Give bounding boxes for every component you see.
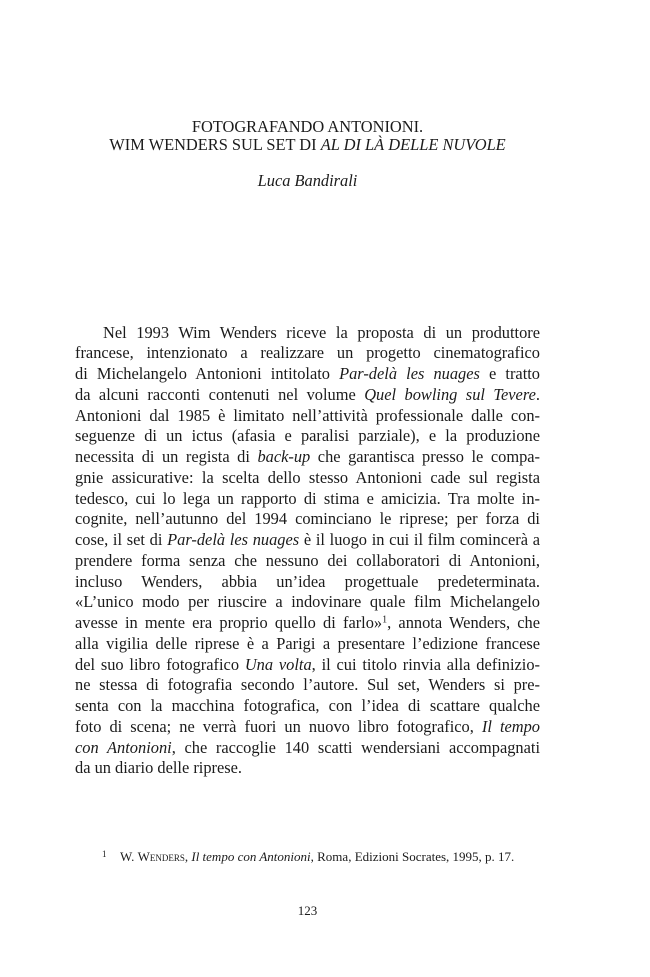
- footnote: 1 W. Wenders, Il tempo con Antonioni, Roma, Edizioni Socrates, 1995, p. 17.: [102, 848, 515, 864]
- text-run: cognite, nell’autunno del 1994 cominciano le riprese; per forza di: [75, 509, 540, 529]
- body-line: [75, 343, 540, 364]
- text-run: da un diario delle riprese.: [75, 758, 243, 778]
- text-run: .: [535, 384, 540, 404]
- body-line: [75, 551, 540, 572]
- body-line: [75, 385, 540, 406]
- footnote-separator: ,: [184, 848, 192, 864]
- page-number: 123: [297, 903, 318, 918]
- body-line: [75, 758, 540, 779]
- text-run: avesse in mente era proprio quello di farlo»: [75, 613, 383, 632]
- body-line: [75, 406, 540, 427]
- chapter-title-line-2: [75, 136, 540, 154]
- body-line: [75, 489, 540, 510]
- body-line: [75, 468, 540, 489]
- film-title-italic: Par-delà les nuages: [339, 364, 480, 383]
- chapter-heading: [75, 118, 540, 154]
- text-run: senta con la macchina fotografica, con l’idea di scattare qualche: [75, 696, 540, 715]
- text-run: del suo libro fotografico: [75, 654, 245, 674]
- film-title: AL DI LÀ DELLE NUVOLE: [320, 135, 506, 154]
- text-run: prendere forma senza che nessuno dei collaboratori di Antonioni,: [75, 550, 540, 570]
- text-run: «L’unico modo per riuscire a indovinare quale film Michelangelo: [75, 592, 540, 612]
- text-run: che garantisca presso le compa-: [310, 447, 540, 466]
- book-title-italic: Il tempo: [481, 716, 540, 736]
- body-line: [75, 447, 540, 468]
- text-run: cose, il set di: [75, 530, 168, 549]
- body-line: [75, 426, 540, 447]
- text-run: di Michelangelo Antonioni intitolato: [75, 364, 340, 383]
- text-run: Antonioni dal 1985 è limitato nell’attività professionale dalle con-: [75, 405, 540, 425]
- body-paragraph: [75, 323, 540, 780]
- body-line: [75, 613, 540, 634]
- text-run: Nel 1993 Wim Wenders riceve la proposta di un produttore: [103, 322, 540, 342]
- footnote-book-title: Il tempo con Antonioni: [191, 848, 311, 864]
- body-line: [75, 738, 540, 759]
- footnote-publication: , Roma, Edizioni Socrates, 1995, p. 17.: [310, 848, 515, 864]
- text-run: , il cui titolo rinvia alla definizio-: [311, 654, 540, 674]
- film-title-italic: Par-delà les nuages: [167, 530, 300, 549]
- text-run: ne stessa di fotografia secondo l’autore. Sul set, Wenders si pre-: [75, 675, 540, 695]
- term-italic: back-up: [257, 447, 311, 466]
- body-line: [75, 634, 540, 655]
- text-run: foto di scena; ne verrà fuori un nuovo libro fotografico,: [75, 716, 482, 736]
- text-run: , annota Wenders, che: [387, 613, 541, 632]
- book-title-italic: Quel bowling sul Tevere: [364, 384, 536, 404]
- text-run: tedesco, cui lo lega un rapporto di stima e amicizia. Tra molte in-: [75, 488, 540, 508]
- chapter-title-line-1: FOTOGRAFANDO ANTONIONI.: [191, 117, 424, 136]
- chapter-title-text: WIM WENDERS SUL SET DI: [109, 135, 321, 154]
- text-run: incluso Wenders, abbia un’idea progettuale predeterminata.: [75, 571, 540, 591]
- text-run: gnie assicurative: la scelta dello stesso Antonioni cade sul regista: [75, 467, 540, 487]
- body-line: [75, 655, 540, 676]
- body-line: [75, 592, 540, 613]
- text-run: è il luogo in cui il film comincerà a: [299, 530, 540, 549]
- body-line: [75, 530, 540, 551]
- text-run: seguenze di un ictus (afasia e paralisi parziale), e la produzione: [75, 426, 540, 446]
- body-line: [75, 675, 540, 696]
- text-run: francese, intenzionato a realizzare un progetto cinematografico: [75, 343, 540, 363]
- text-run: necessita di un regista di: [75, 447, 258, 466]
- text-run: da alcuni racconti contenuti nel volume: [75, 384, 365, 404]
- text-run: , che raccoglie 140 scatti wendersiani accompagnati: [171, 737, 540, 757]
- book-title-italic: Una volta: [244, 654, 312, 674]
- footnote-author-initial: W.: [120, 848, 138, 864]
- text-run: e tratto: [479, 364, 541, 383]
- body-line: [75, 509, 540, 530]
- body-line: [75, 717, 540, 738]
- footnote-author-surname: Wenders: [137, 848, 185, 864]
- book-title-italic: con Antonioni: [75, 737, 172, 757]
- footnote-reference: 1: [382, 614, 388, 626]
- body-line: [75, 323, 540, 344]
- chapter-author: Luca Bandirali: [257, 170, 358, 190]
- text-run: alla vigilia delle riprese è a Parigi a presentare l’edizione francese: [75, 633, 540, 653]
- body-line: [75, 696, 540, 717]
- body-line: [75, 364, 540, 385]
- body-line: [75, 572, 540, 593]
